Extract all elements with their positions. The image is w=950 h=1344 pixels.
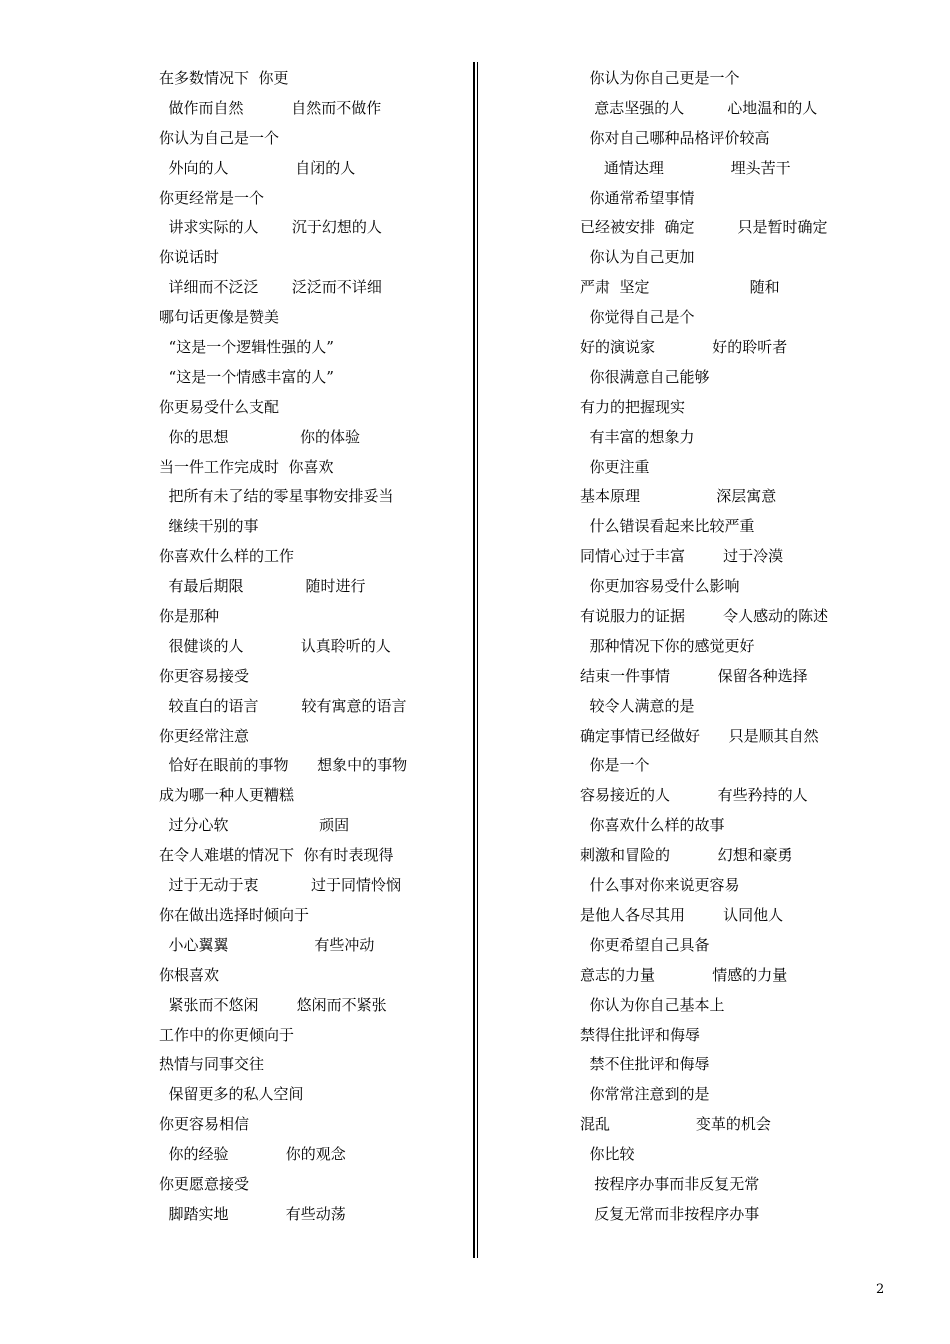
text-line: 你更易受什么支配 [159, 397, 280, 416]
text-line: 你认为你自己基本上 [580, 995, 725, 1014]
text-line: 严肃 坚定 随和 [580, 278, 780, 297]
text-line: 通情达理 埋头苦干 [580, 158, 791, 177]
text-line: 结束一件事情 保留各种选择 [580, 666, 808, 685]
text-line: 你更加容易受什么影响 [580, 577, 740, 596]
text-line: 继续干别的事 [159, 517, 259, 536]
text-line: 很健谈的人 认真聆听的人 [159, 636, 391, 655]
text-line: 你根喜欢 [159, 965, 220, 984]
text-line: 好的演说家 好的聆听者 [580, 338, 788, 357]
text-line: 什么错误看起来比较严重 [580, 517, 755, 536]
text-line: 你比较 [580, 1145, 635, 1164]
text-line: 你在做出选择时倾向于 [159, 905, 310, 924]
text-line: 较令人满意的是 [580, 696, 695, 715]
text-line: 小心翼翼 有些冲动 [159, 935, 375, 954]
text-line: 已经被安排 确定 只是暂时确定 [580, 218, 828, 237]
text-line: 你更容易接受 [159, 666, 250, 685]
text-line: 容易接近的人 有些矜持的人 [580, 786, 808, 805]
text-line: 脚踏实地 有些动荡 [159, 1204, 346, 1223]
text-line: 你认为自己更加 [580, 248, 695, 267]
text-line: 讲求实际的人 沉于幻想的人 [159, 218, 382, 237]
text-line: 过分心软 顽固 [159, 816, 350, 835]
text-line: 当一件工作完成时 你喜欢 [159, 457, 334, 476]
text-line: 同情心过于丰富 过于冷漠 [580, 547, 784, 566]
text-line: 你更注重 [580, 457, 650, 476]
text-line: 你通常希望事情 [580, 188, 695, 207]
column-divider-inner [477, 62, 478, 1258]
text-line: “这是一个逻辑性强的人” [159, 338, 334, 357]
text-line: 你常常注意到的是 [580, 1085, 710, 1104]
column-divider [473, 62, 475, 1258]
text-line: 恰好在眼前的事物 想象中的事物 [159, 756, 408, 775]
text-line: 刺激和冒险的 幻想和豪勇 [580, 846, 793, 865]
text-line: 你的思想 你的体验 [159, 427, 361, 446]
text-line: “这是一个情感丰富的人” [159, 367, 334, 386]
text-line: 你更希望自己具备 [580, 935, 710, 954]
text-line: 禁得住批评和侮辱 [580, 1025, 701, 1044]
text-line: 你喜欢什么样的故事 [580, 816, 725, 835]
text-line: 你喜欢什么样的工作 [159, 547, 295, 566]
text-line: 哪句话更像是赞美 [159, 308, 280, 327]
text-line: 较直白的语言 较有寓意的语言 [159, 696, 407, 715]
text-line: 你对自己哪种品格评价较高 [580, 128, 770, 147]
text-line: 你说话时 [159, 248, 220, 267]
text-line: 在多数情况下 你更 [159, 69, 289, 87]
text-line: 意志坚强的人 心地温和的人 [580, 98, 818, 117]
text-line: 工作中的你更倾向于 [159, 1025, 295, 1044]
text-line: 你认为自己是一个 [159, 128, 280, 147]
text-line: 有力的把握现实 [580, 397, 686, 416]
text-line: 什么事对你来说更容易 [580, 876, 740, 895]
text-line: 你更愿意接受 [159, 1174, 250, 1193]
text-line: 热情与同事交往 [159, 1055, 265, 1074]
text-line: 按程序办事而非反复无常 [580, 1174, 760, 1193]
text-line: 在令人难堪的情况下 你有时表现得 [159, 846, 394, 865]
text-line: 有丰富的想象力 [580, 427, 695, 446]
text-line: 反复无常而非按程序办事 [580, 1204, 760, 1223]
text-line: 你更经常注意 [159, 726, 250, 745]
text-line: 你的经验 你的观念 [159, 1145, 346, 1164]
text-line: 是他人各尽其用 认同他人 [580, 905, 784, 924]
text-line: 你很满意自己能够 [580, 367, 710, 386]
text-line: 禁不住批评和侮辱 [580, 1055, 710, 1074]
text-line: 紧张而不悠闲 悠闲而不紧张 [159, 995, 387, 1014]
text-line: 你觉得自己是个 [580, 308, 695, 327]
text-line: 有说服力的证据 令人感动的陈述 [580, 607, 829, 626]
text-line: 你认为你自己更是一个 [580, 69, 740, 87]
text-line: 你是那种 [159, 607, 220, 626]
text-line: 意志的力量 情感的力量 [580, 965, 788, 984]
text-line: 做作而自然 自然而不做作 [159, 98, 382, 117]
text-line: 你更经常是一个 [159, 188, 265, 207]
text-line: 你是一个 [580, 756, 650, 775]
text-line: 有最后期限 随时进行 [159, 577, 366, 596]
text-line: 基本原理 深层寓意 [580, 487, 777, 506]
text-line: 保留更多的私人空间 [159, 1085, 304, 1104]
text-line: 详细而不泛泛 泛泛而不详细 [159, 278, 382, 297]
page-number: 2 [876, 1282, 885, 1297]
text-line: 成为哪一种人更糟糕 [159, 786, 295, 805]
text-line: 确定事情已经做好 只是顺其自然 [580, 726, 819, 745]
text-line: 过于无动于衷 过于同情怜悯 [159, 876, 401, 895]
right-question-column [580, 64, 910, 1230]
left-question-column [159, 64, 469, 1230]
text-line: 那种情况下你的感觉更好 [580, 636, 755, 655]
text-line: 外向的人 自闭的人 [159, 158, 356, 177]
text-line: 你更容易相信 [159, 1115, 250, 1134]
text-line: 混乱 变革的机会 [580, 1115, 771, 1134]
text-line: 把所有未了结的零星事物安排妥当 [159, 487, 394, 506]
